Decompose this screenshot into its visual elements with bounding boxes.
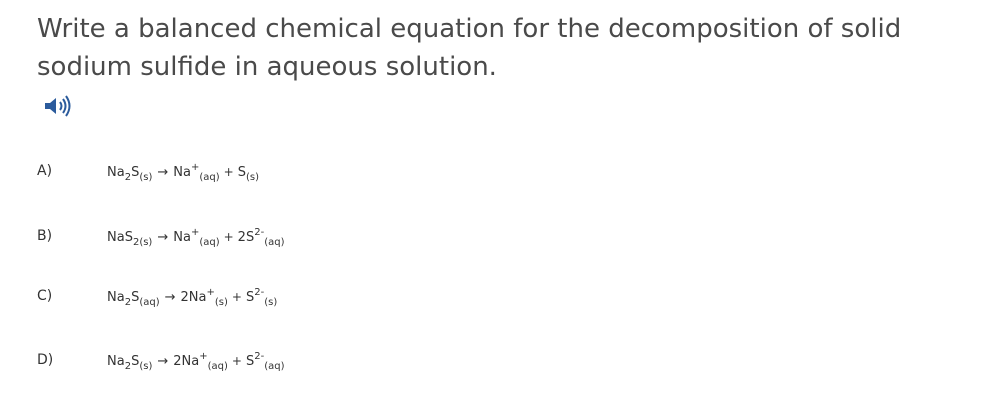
reaction-arrow: → — [157, 354, 169, 369]
plus-sign: + — [223, 230, 234, 244]
formula-text: S — [237, 165, 246, 180]
choice-letter: A) — [37, 163, 53, 179]
chemical-equation — [107, 227, 284, 248]
formula-text: S — [131, 354, 140, 369]
superscript: 2- — [254, 287, 265, 298]
subscript: (aq) — [264, 237, 285, 248]
formula-text: S — [245, 354, 255, 369]
formula-text: S — [245, 290, 255, 305]
reaction-arrow: → — [164, 290, 176, 305]
choice-d[interactable] — [37, 347, 737, 377]
subscript: 2(s) — [132, 237, 153, 248]
formula-text: Na — [107, 354, 125, 369]
superscript: + — [199, 351, 208, 362]
plus-sign: + — [223, 165, 234, 179]
formula-text: 2Na — [173, 354, 200, 369]
subscript: (s) — [264, 297, 278, 308]
subscript: (aq) — [207, 361, 228, 372]
reaction-arrow: → — [157, 165, 169, 180]
formula-text: S — [131, 165, 140, 180]
reaction-arrow: → — [157, 230, 169, 245]
superscript: 2- — [254, 227, 265, 238]
subscript: (aq) — [264, 361, 285, 372]
subscript: (s) — [245, 172, 259, 183]
formula-text: S — [131, 290, 140, 305]
plus-sign: + — [231, 354, 242, 368]
chemical-equation — [107, 287, 277, 308]
formula-text: Na — [107, 290, 125, 305]
choice-letter: D) — [37, 352, 54, 368]
subscript: (aq) — [199, 237, 220, 248]
chemical-equation — [107, 162, 259, 183]
formula-text: Na — [173, 230, 191, 245]
superscript: + — [190, 227, 200, 238]
plus-sign: + — [231, 290, 242, 304]
subscript: 2 — [124, 172, 132, 183]
formula-text: Na — [173, 165, 191, 180]
formula-text: 2Na — [180, 290, 207, 305]
subscript: (aq) — [199, 172, 220, 183]
choice-letter: C) — [37, 288, 53, 304]
subscript: 2 — [124, 361, 132, 372]
choice-c[interactable] — [37, 283, 737, 313]
question-text: Write a balanced chemical equation for the decomposition of solid sodium sulfide in aqueous solution. — [37, 14, 902, 82]
chemical-equation — [107, 351, 285, 372]
superscript: + — [206, 287, 215, 298]
subscript: (s) — [139, 172, 153, 183]
choice-a[interactable] — [37, 158, 737, 188]
formula-text: Na — [107, 165, 125, 180]
subscript: (s) — [214, 297, 228, 308]
formula-text: NaS — [107, 230, 133, 245]
choice-letter: B) — [37, 228, 53, 244]
superscript: + — [190, 162, 200, 173]
subscript: (aq) — [139, 297, 160, 308]
subscript: 2 — [124, 297, 132, 308]
formula-text: 2S — [237, 230, 255, 245]
choice-b[interactable] — [37, 223, 737, 253]
superscript: 2- — [254, 351, 265, 362]
speaker-icon[interactable] — [42, 93, 76, 119]
subscript: (s) — [139, 361, 153, 372]
